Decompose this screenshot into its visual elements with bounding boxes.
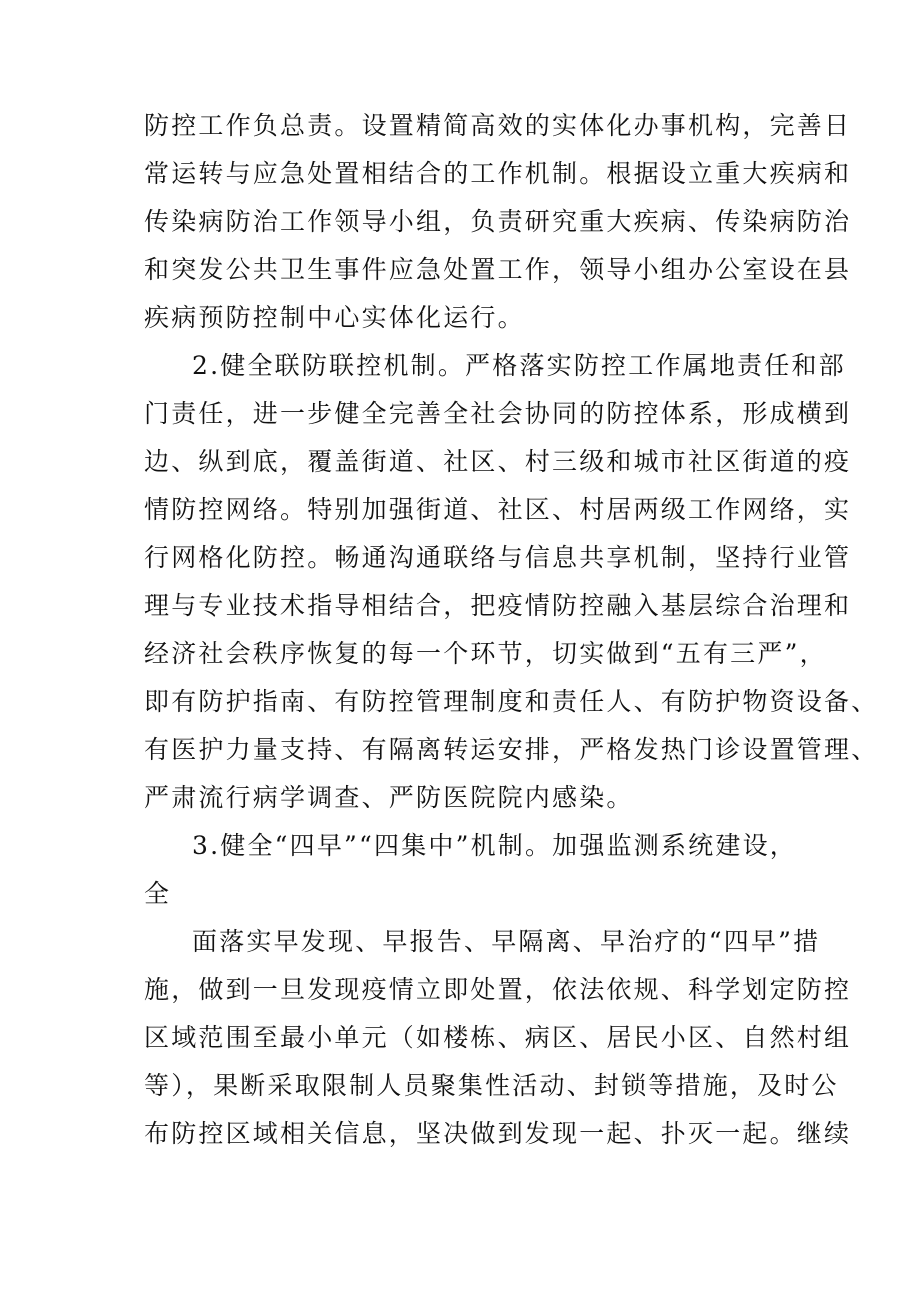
text-line: 理与专业技术指导相结合，把疫情防控融入基层综合治理和 [144,591,852,620]
text-line: 等），果断采取限制人员聚集性活动、封锁等措施，及时公 [144,1071,839,1100]
document-body [144,102,879,1158]
text-line: 行网格化防控。畅通沟通联络与信息共享机制，坚持行业管 [144,543,852,572]
text-line: 门责任，进一步健全完善全社会协同的防控体系，形成横到 [144,399,852,428]
text-line: 疾病预防控制中心实体化运行。 [144,303,525,332]
text-line: 全 [144,879,172,908]
text-line: 即有防护指南、有防控管理制度和责任人、有防护物资设备、 [144,687,879,716]
paragraph-heading-line: 3.健全“四早”“四集中”机制。加强监测系统建设， [192,831,797,860]
text-line: 严肃流行病学调查、严防医院院内感染。 [144,783,634,812]
text-line: 常运转与应急处置相结合的工作机制。根据设立重大疾病和 [144,159,852,188]
text-line: 情防控网络。特别加强街道、社区、村居两级工作网络，实 [144,495,852,524]
text-line: 经济社会秩序恢复的每一个环节，切实做到“五有三严”， [144,639,827,668]
text-line: 边、纵到底，覆盖街道、社区、村三级和城市社区街道的疫 [144,447,852,476]
text-line: 防控工作负总责。设置精简高效的实体化办事机构，完善日 [144,111,852,140]
text-line: 施，做到一旦发现疫情立即处置，依法依规、科学划定防控 [144,975,852,1004]
text-line: 传染病防治工作领导小组，负责研究重大疾病、传染病防治 [144,207,852,236]
text-line: 有医护力量支持、有隔离转运安排，严格发热门诊设置管理、 [144,735,879,764]
text-line: 布防控区域相关信息，坚决做到发现一起、扑灭一起。继续 [144,1119,852,1148]
text-line: 和突发公共卫生事件应急处置工作，领导小组办公室设在县 [144,255,852,284]
paragraph-start-line: 面落实早发现、早报告、早隔离、早治疗的“四早”措 [192,927,821,956]
text-line: 区域范围至最小单元（如楼栋、病区、居民小区、自然村组 [144,1023,852,1052]
paragraph-heading-line: 2.健全联防联控机制。严格落实防控工作属地责任和部 [192,351,846,380]
